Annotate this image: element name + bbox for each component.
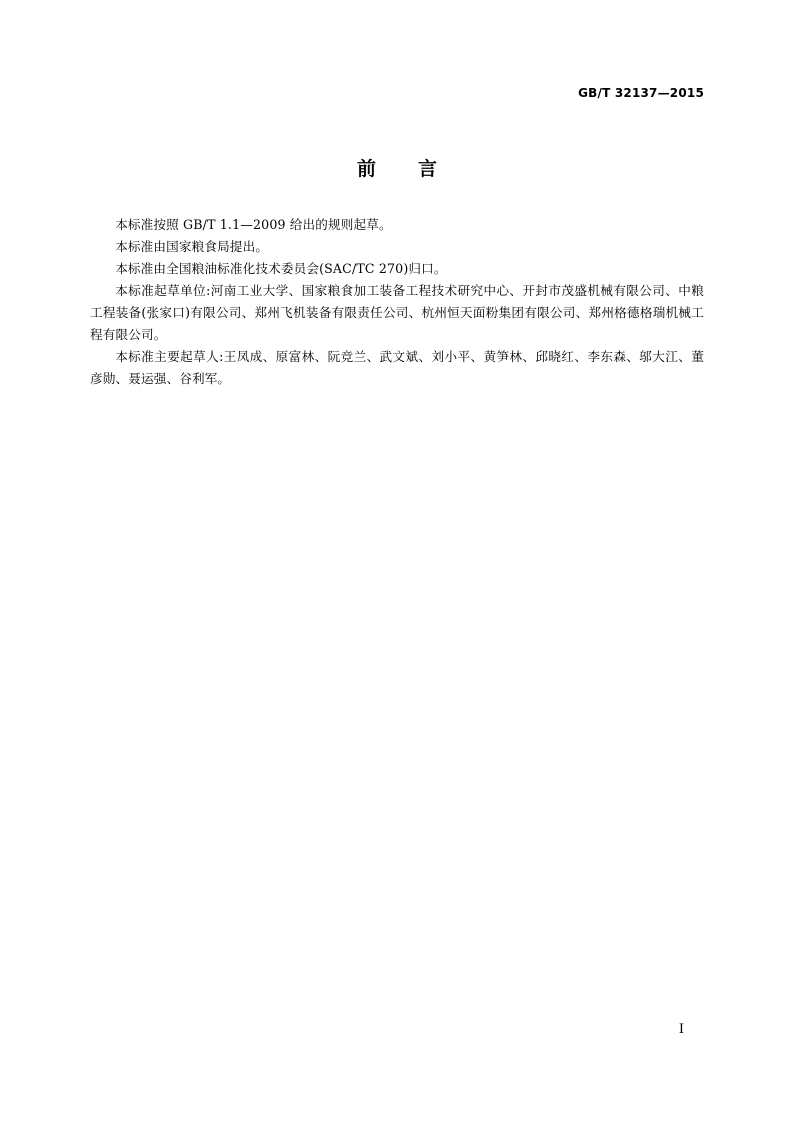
paragraph-drafters: 本标准主要起草人:王凤成、原富林、阮竞兰、武文斌、刘小平、黄笋林、邱晓红、李东森、邬大江、董彦勋、聂运强、谷利军。: [90, 349, 704, 386]
page-number: I: [678, 1022, 684, 1037]
foreword-body: [90, 214, 704, 390]
paragraph-drafting-units: 本标准起草单位:河南工业大学、国家粮食加工装备工程技术研究中心、开封市茂盛机械有限公司、中粮工程装备(张家口)有限公司、郑州飞机装备有限责任公司、杭州恒天面粉集团有限公司、郑州格德格瑞机械工程有限公司。: [90, 283, 704, 342]
paragraph-proposer: 本标准由国家粮食局提出。: [115, 239, 269, 254]
page-title: 前言: [356, 158, 479, 180]
standard-code: GB/T 32137—2015: [578, 86, 704, 100]
paragraph-committee: 本标准由全国粮油标准化技术委员会(SAC/TC 270)归口。: [115, 261, 447, 276]
paragraph-drafting-rules: 本标准按照 GB/T 1.1—2009 给出的规则起草。: [115, 217, 392, 232]
